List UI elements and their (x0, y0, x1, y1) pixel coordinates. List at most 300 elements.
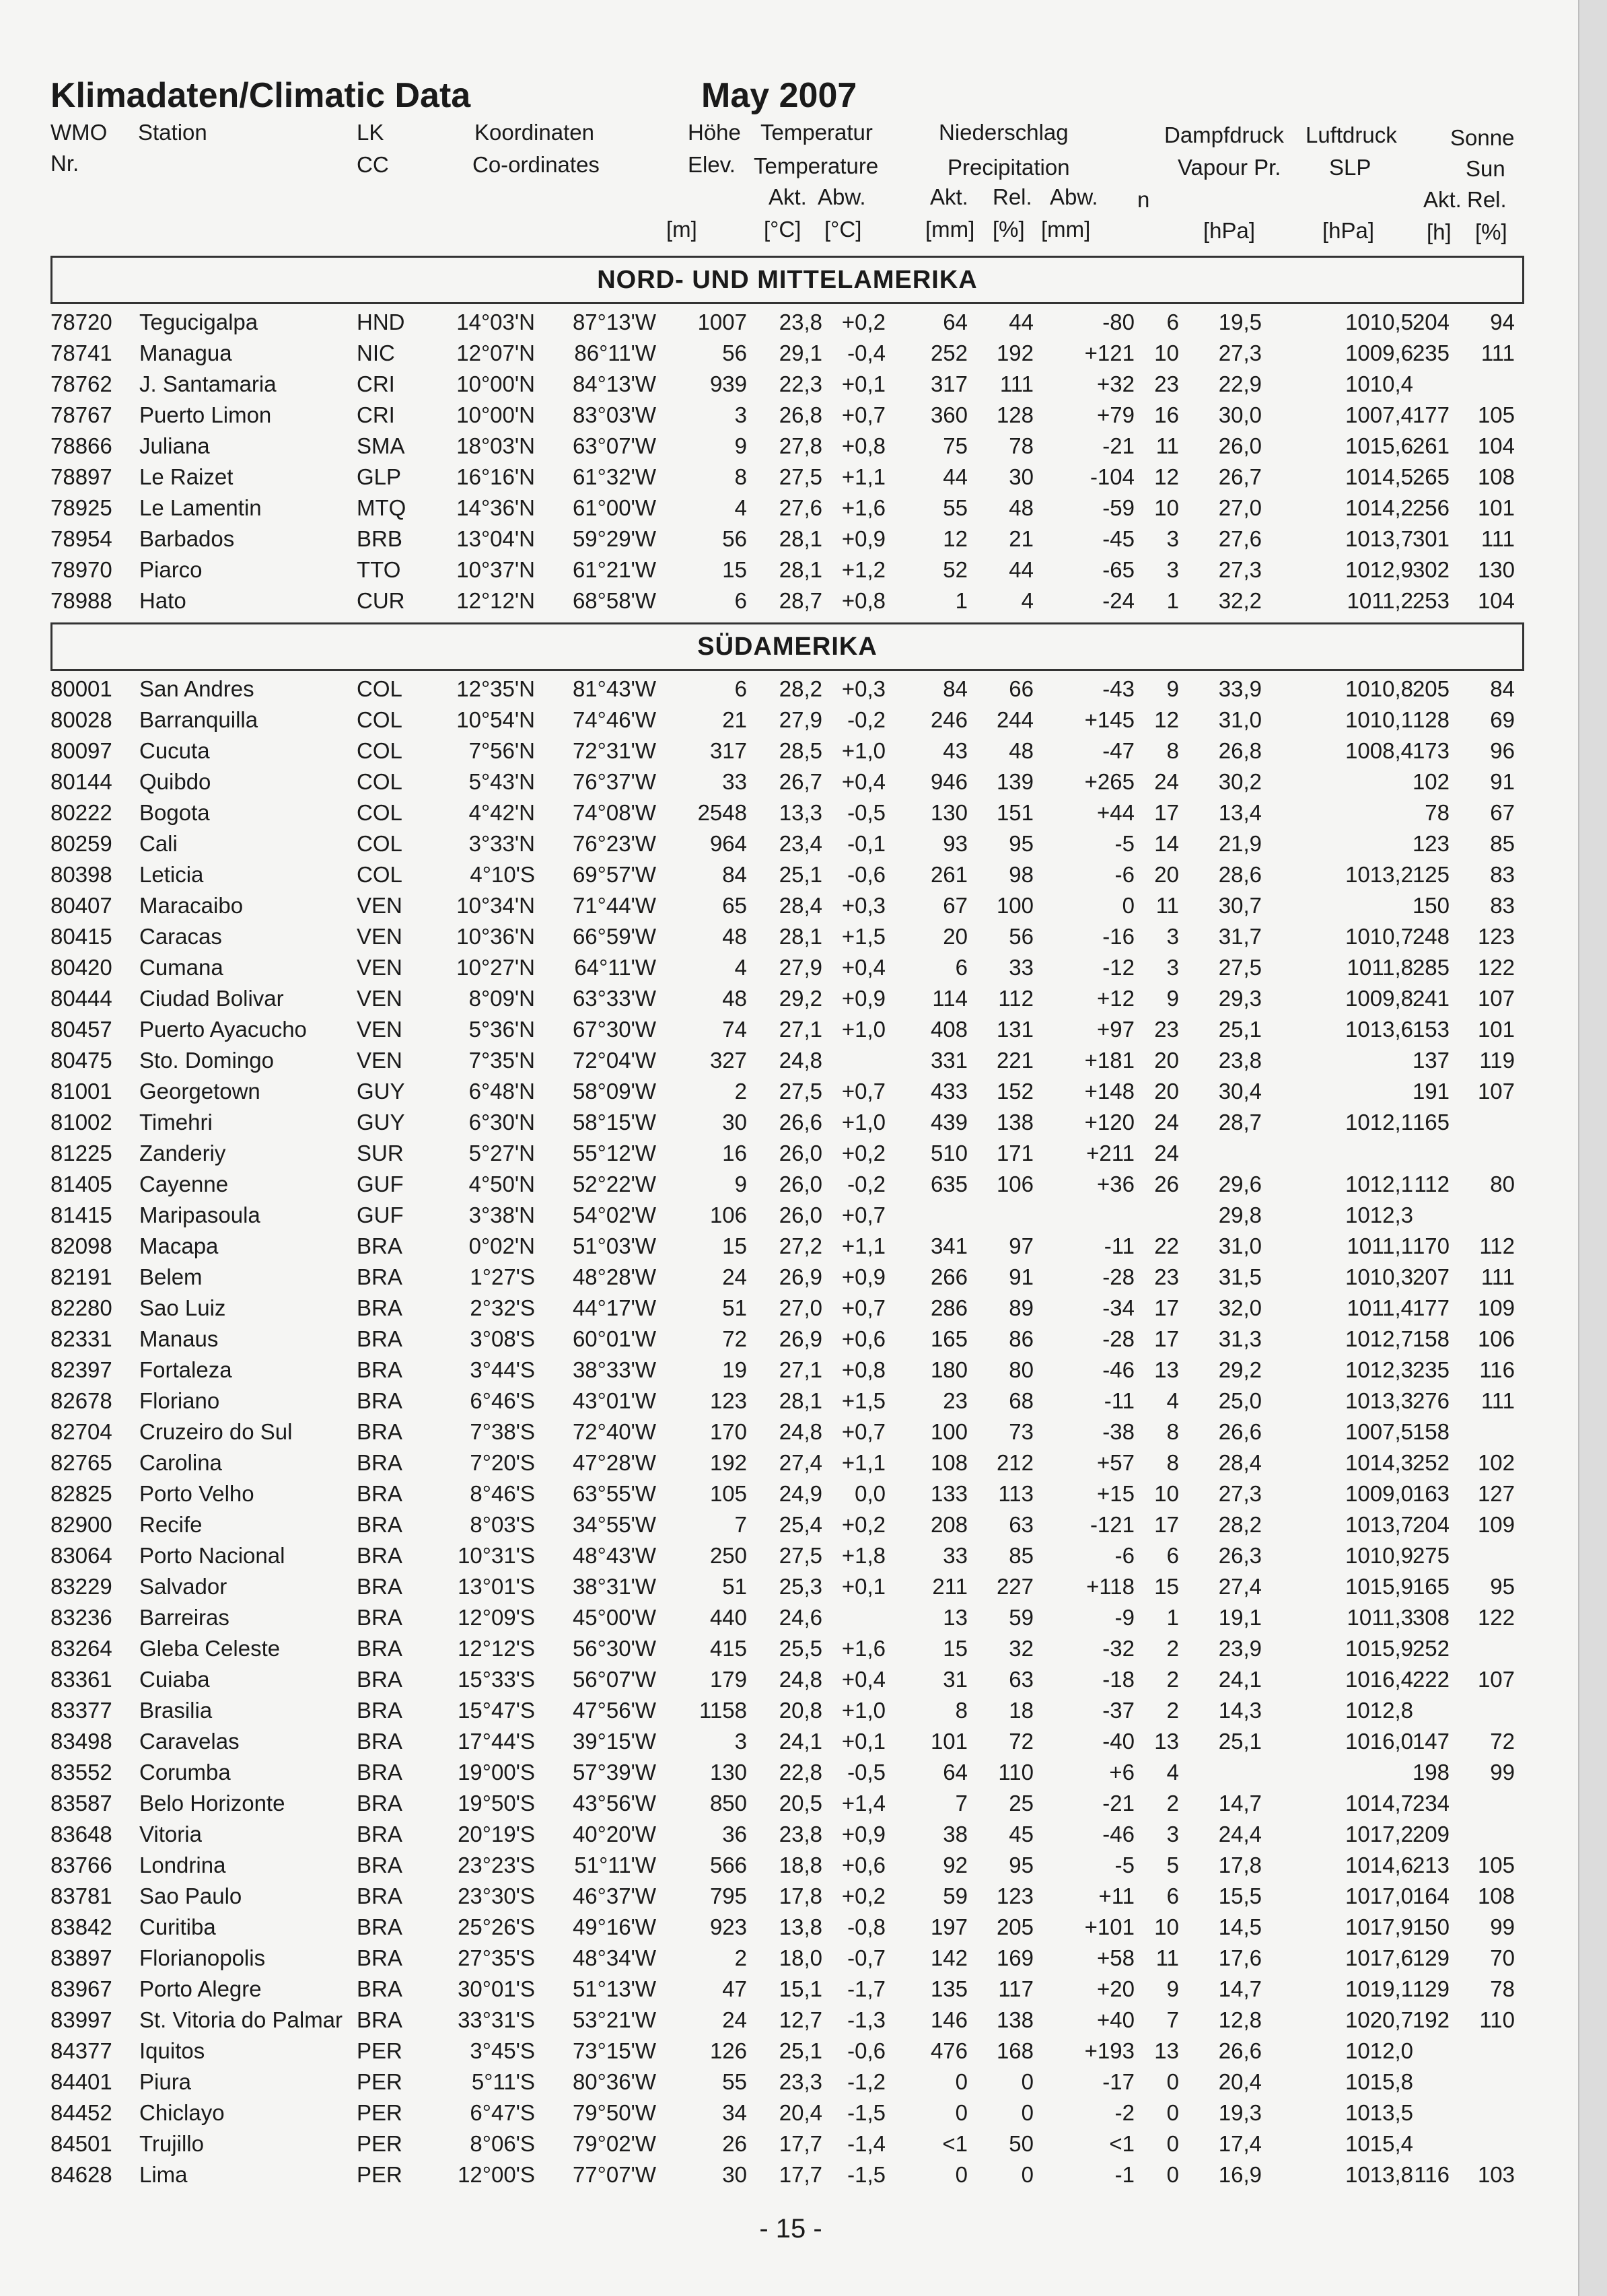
precipitation-deviation-cell: -6 (1114, 862, 1135, 887)
country-code-cell: PER (357, 2131, 402, 2156)
longitude-cell: 47°28'W (572, 1450, 656, 1475)
table-row (47, 1667, 1534, 1698)
temperature-actual-cell: 29,2 (779, 986, 822, 1011)
temperature-actual-cell: 15,1 (779, 1976, 822, 2001)
wmo-number-cell: 83842 (50, 1914, 112, 1939)
longitude-cell: 84°13'W (572, 371, 656, 396)
elevation-cell: 65 (722, 893, 747, 918)
table-row (47, 707, 1534, 738)
precipitation-actual-cell: 510 (930, 1141, 968, 1165)
latitude-cell: 4°50'N (468, 1172, 535, 1196)
precipitation-deviation-cell: +20 (1097, 1976, 1135, 2001)
country-code-cell: HND (357, 310, 405, 334)
precipitation-deviation-cell: +145 (1084, 707, 1135, 732)
sunshine-relative-cell: 91 (1490, 769, 1515, 794)
sunshine-relative-cell: 107 (1477, 1079, 1515, 1104)
precipitation-days-cell: 9 (1166, 986, 1179, 1011)
temperature-deviation-cell: +1,1 (841, 1450, 886, 1475)
longitude-cell: 72°40'W (572, 1419, 656, 1444)
precipitation-relative-cell: 152 (996, 1079, 1034, 1104)
sunshine-relative-cell: 111 (1480, 1388, 1515, 1413)
wmo-number-cell: 84401 (50, 2069, 112, 2094)
vapour-pressure-cell: 27,6 (1218, 526, 1262, 551)
temperature-deviation-cell: +0,2 (841, 1141, 886, 1165)
country-code-cell: PER (357, 2162, 402, 2187)
precipitation-deviation-cell: -59 (1102, 495, 1135, 520)
precipitation-actual-cell: 12 (943, 526, 968, 551)
country-code-cell: MTQ (357, 495, 406, 520)
sunshine-hours-cell: 209 (1412, 1822, 1450, 1846)
latitude-cell: 8°06'S (470, 2131, 535, 2156)
precipitation-deviation-cell: +6 (1109, 1760, 1135, 1785)
sunshine-hours-cell: 164 (1412, 1884, 1450, 1908)
country-code-cell: BRA (357, 1698, 402, 1723)
sea-level-pressure-cell: 1010,5 (1345, 310, 1413, 334)
header-coordinates: Co-ordinates (472, 152, 600, 177)
vapour-pressure-cell: 32,2 (1218, 588, 1262, 613)
latitude-cell: 6°47'S (470, 2100, 535, 2125)
precipitation-actual-cell: 433 (930, 1079, 968, 1104)
temperature-deviation-cell: +1,8 (841, 1543, 886, 1568)
temperature-actual-cell: 26,7 (779, 769, 822, 794)
country-code-cell: VEN (357, 924, 402, 949)
vapour-pressure-cell: 14,3 (1218, 1698, 1262, 1723)
longitude-cell: 51°11'W (574, 1853, 656, 1877)
header-wmo: WMO (50, 120, 108, 145)
wmo-number-cell: 78897 (50, 464, 112, 489)
station-name-cell: Managua (139, 340, 232, 365)
vapour-pressure-cell: 30,4 (1218, 1079, 1262, 1104)
vapour-pressure-cell: 15,5 (1218, 1884, 1262, 1908)
latitude-cell: 10°34'N (456, 893, 535, 918)
sunshine-hours-cell: 256 (1412, 495, 1450, 520)
precipitation-days-cell: 17 (1154, 800, 1179, 825)
sea-level-pressure-cell: 1017,0 (1345, 1884, 1413, 1908)
table-row (47, 2038, 1534, 2069)
precipitation-actual-cell: 108 (930, 1450, 968, 1475)
unit-sun-h: [h] (1427, 219, 1452, 244)
table-row (47, 1326, 1534, 1357)
wmo-number-cell: 81001 (50, 1079, 112, 1104)
table-row (47, 2069, 1534, 2100)
sea-level-pressure-cell: 1017,6 (1345, 1945, 1413, 1970)
precipitation-deviation-cell: -11 (1104, 1388, 1135, 1413)
sunshine-relative-cell: 83 (1490, 862, 1515, 887)
vapour-pressure-cell: 32,0 (1218, 1295, 1262, 1320)
wmo-number-cell: 80001 (50, 676, 112, 701)
precipitation-actual-cell: 317 (930, 371, 968, 396)
vapour-pressure-cell: 17,6 (1218, 1945, 1262, 1970)
sunshine-hours-cell: 191 (1412, 1079, 1450, 1104)
sunshine-hours-cell: 253 (1412, 588, 1450, 613)
sea-level-pressure-cell: 1013,7 (1345, 1512, 1413, 1537)
precipitation-days-cell: 4 (1166, 1388, 1179, 1413)
sea-level-pressure-cell: 1012,8 (1345, 1698, 1413, 1723)
vapour-pressure-cell: 19,1 (1218, 1605, 1262, 1630)
precipitation-deviation-cell: -46 (1102, 1822, 1135, 1846)
precipitation-relative-cell: 244 (996, 707, 1034, 732)
country-code-cell: GLP (357, 464, 402, 489)
precipitation-deviation-cell: -65 (1102, 557, 1135, 582)
temperature-deviation-cell: +1,1 (841, 1233, 886, 1258)
latitude-cell: 30°01'S (458, 1976, 535, 2001)
precipitation-deviation-cell: -43 (1102, 676, 1135, 701)
temperature-actual-cell: 28,1 (779, 526, 822, 551)
station-name-cell: Hato (139, 588, 186, 613)
precipitation-relative-cell: 106 (996, 1172, 1034, 1196)
table-row (47, 340, 1534, 371)
latitude-cell: 10°31'S (458, 1543, 535, 1568)
temperature-actual-cell: 25,5 (779, 1636, 822, 1661)
longitude-cell: 81°43'W (572, 676, 656, 701)
latitude-cell: 2°32'S (470, 1295, 535, 1320)
country-code-cell: BRA (357, 2007, 402, 2032)
precipitation-relative-cell: 21 (1009, 526, 1034, 551)
precipitation-actual-cell: 44 (943, 464, 968, 489)
country-code-cell: SMA (357, 433, 405, 458)
wmo-number-cell: 80420 (50, 955, 112, 980)
vapour-pressure-cell: 27,5 (1218, 955, 1262, 980)
temperature-actual-cell: 27,9 (779, 955, 822, 980)
wmo-number-cell: 83361 (50, 1667, 112, 1692)
country-code-cell: BRA (357, 1884, 402, 1908)
precipitation-actual-cell: 197 (930, 1914, 968, 1939)
temperature-deviation-cell: -0,6 (847, 2038, 886, 2063)
precipitation-actual-cell: 142 (930, 1945, 968, 1970)
latitude-cell: 18°03'N (456, 433, 535, 458)
sunshine-hours-cell: 177 (1412, 402, 1450, 427)
table-row (47, 769, 1534, 800)
station-name-cell: Sto. Domingo (139, 1048, 274, 1073)
station-name-cell: Lima (139, 2162, 188, 2187)
sea-level-pressure-cell: 1014,2 (1345, 495, 1413, 520)
temperature-actual-cell: 22,8 (779, 1760, 822, 1785)
sunshine-relative-cell: 109 (1477, 1295, 1515, 1320)
sunshine-relative-cell: 101 (1477, 1017, 1515, 1042)
header-precip-rel: Rel. (993, 184, 1032, 209)
temperature-actual-cell: 28,7 (779, 588, 822, 613)
table-row (47, 1264, 1534, 1295)
elevation-cell: 15 (722, 1233, 747, 1258)
station-name-cell: Carolina (139, 1450, 222, 1475)
precipitation-days-cell: 4 (1166, 1760, 1179, 1785)
precipitation-deviation-cell: +44 (1097, 800, 1135, 825)
longitude-cell: 77°07'W (572, 2162, 656, 2187)
precipitation-deviation-cell: -5 (1114, 1853, 1135, 1877)
station-name-cell: Barranquilla (139, 707, 258, 732)
sunshine-hours-cell: 158 (1412, 1326, 1450, 1351)
temperature-deviation-cell: -1,5 (847, 2100, 886, 2125)
temperature-actual-cell: 24,6 (779, 1605, 822, 1630)
precipitation-relative-cell: 59 (1009, 1605, 1034, 1630)
precipitation-days-cell: 26 (1154, 1172, 1179, 1196)
precipitation-actual-cell: 0 (955, 2162, 968, 2187)
unit-vapour-hpa: [hPa] (1203, 218, 1256, 243)
elevation-cell: 6 (734, 588, 747, 613)
station-name-cell: Maracaibo (139, 893, 244, 918)
precipitation-actual-cell: 6 (955, 955, 968, 980)
station-name-cell: Fortaleza (139, 1357, 232, 1382)
elevation-cell: 21 (722, 707, 747, 732)
precipitation-days-cell: 2 (1166, 1667, 1179, 1692)
vapour-pressure-cell: 30,7 (1218, 893, 1262, 918)
station-name-cell: Cruzeiro do Sul (139, 1419, 293, 1444)
table-row (47, 1914, 1534, 1945)
table-row (47, 862, 1534, 893)
precipitation-relative-cell: 72 (1009, 1729, 1034, 1754)
precipitation-relative-cell: 212 (996, 1450, 1034, 1475)
precipitation-days-cell: 23 (1154, 371, 1179, 396)
elevation-cell: 16 (722, 1141, 747, 1165)
vapour-pressure-cell: 26,6 (1218, 1419, 1262, 1444)
latitude-cell: 5°11'S (471, 2069, 535, 2094)
header-precipitation: Precipitation (948, 155, 1070, 180)
precipitation-actual-cell: 635 (930, 1172, 968, 1196)
country-code-cell: CRI (357, 371, 395, 396)
precipitation-deviation-cell: -28 (1102, 1264, 1135, 1289)
country-code-cell: COL (357, 676, 402, 701)
wmo-number-cell: 84452 (50, 2100, 112, 2125)
vapour-pressure-cell: 23,8 (1218, 1048, 1262, 1073)
precipitation-days-cell: 17 (1154, 1295, 1179, 1320)
temperature-actual-cell: 27,5 (779, 464, 822, 489)
temperature-deviation-cell: +1,5 (841, 924, 886, 949)
precipitation-actual-cell: 165 (930, 1326, 968, 1351)
country-code-cell: BRA (357, 1760, 402, 1785)
station-name-cell: Cumana (139, 955, 223, 980)
country-code-cell: COL (357, 769, 402, 794)
elevation-cell: 56 (722, 526, 747, 551)
elevation-cell: 415 (709, 1636, 747, 1661)
station-name-cell: Gleba Celeste (139, 1636, 281, 1661)
sea-level-pressure-cell: 1015,9 (1345, 1636, 1413, 1661)
sunshine-relative-cell: 99 (1490, 1914, 1515, 1939)
sunshine-hours-cell: 252 (1412, 1450, 1450, 1475)
header-temperature: Temperature (754, 153, 879, 178)
elevation-cell: 795 (709, 1884, 747, 1908)
latitude-cell: 19°50'S (458, 1791, 535, 1816)
precipitation-days-cell: 3 (1166, 557, 1179, 582)
vapour-pressure-cell: 26,0 (1218, 433, 1262, 458)
elevation-cell: 6 (734, 676, 747, 701)
precipitation-days-cell: 2 (1166, 1791, 1179, 1816)
table-row (47, 1017, 1534, 1048)
vapour-pressure-cell: 29,2 (1218, 1357, 1262, 1382)
elevation-cell: 317 (709, 738, 747, 763)
latitude-cell: 17°44'S (458, 1729, 535, 1754)
longitude-cell: 55°12'W (572, 1141, 656, 1165)
temperature-actual-cell: 25,3 (779, 1574, 822, 1599)
precipitation-deviation-cell: +121 (1084, 340, 1135, 365)
sunshine-hours-cell: 153 (1412, 1017, 1450, 1042)
precipitation-deviation-cell: +193 (1084, 2038, 1135, 2063)
sea-level-pressure-cell: 1014,7 (1345, 1791, 1413, 1816)
vapour-pressure-cell: 26,7 (1218, 464, 1262, 489)
precipitation-relative-cell: 139 (996, 769, 1034, 794)
country-code-cell: GUY (357, 1110, 405, 1135)
station-name-cell: Sao Paulo (139, 1884, 242, 1908)
latitude-cell: 20°19'S (458, 1822, 535, 1846)
table-row (47, 955, 1534, 986)
elevation-cell: 8 (734, 464, 747, 489)
precipitation-days-cell: 8 (1166, 1419, 1179, 1444)
table-row (47, 738, 1534, 769)
station-name-cell: Macapa (139, 1233, 219, 1258)
precipitation-days-cell: 3 (1166, 526, 1179, 551)
precipitation-days-cell: 8 (1166, 1450, 1179, 1475)
elevation-cell: 1158 (699, 1698, 747, 1723)
sea-level-pressure-cell: 1008,4 (1345, 738, 1413, 763)
latitude-cell: 10°36'N (456, 924, 535, 949)
sunshine-hours-cell: 112 (1414, 1172, 1450, 1196)
longitude-cell: 39°15'W (572, 1729, 656, 1754)
country-code-cell: BRA (357, 1853, 402, 1877)
sunshine-relative-cell: 99 (1490, 1760, 1515, 1785)
vapour-pressure-cell: 25,1 (1218, 1729, 1262, 1754)
temperature-deviation-cell: +0,8 (841, 588, 886, 613)
temperature-deviation-cell: +1,2 (841, 557, 886, 582)
temperature-actual-cell: 25,4 (779, 1512, 822, 1537)
precipitation-actual-cell: 93 (943, 831, 968, 856)
elevation-cell: 2548 (697, 800, 747, 825)
sea-level-pressure-cell: 1015,4 (1345, 2131, 1413, 2156)
precipitation-deviation-cell: +97 (1097, 1017, 1135, 1042)
sunshine-hours-cell: 265 (1412, 464, 1450, 489)
precipitation-relative-cell: 44 (1009, 557, 1034, 582)
header-precip-abw: Abw. (1050, 184, 1098, 209)
latitude-cell: 13°01'S (458, 1574, 535, 1599)
sunshine-relative-cell: 105 (1477, 1853, 1515, 1877)
latitude-cell: 3°38'N (468, 1203, 535, 1227)
wmo-number-cell: 84628 (50, 2162, 112, 2187)
precipitation-actual-cell: 0 (955, 2100, 968, 2125)
precipitation-actual-cell: 64 (943, 1760, 968, 1785)
precipitation-deviation-cell: +118 (1086, 1574, 1135, 1599)
sunshine-hours-cell: 234 (1412, 1791, 1450, 1816)
latitude-cell: 1°27'S (470, 1264, 535, 1289)
precipitation-deviation-cell: -18 (1102, 1667, 1135, 1692)
longitude-cell: 58°09'W (572, 1079, 656, 1104)
elevation-cell: 74 (722, 1017, 747, 1042)
elevation-cell: 34 (722, 2100, 747, 2125)
temperature-actual-cell: 27,5 (779, 1079, 822, 1104)
temperature-deviation-cell: +0,4 (841, 769, 886, 794)
sunshine-hours-cell: 308 (1412, 1605, 1450, 1630)
elevation-cell: 2 (734, 1079, 747, 1104)
elevation-cell: 4 (734, 955, 747, 980)
precipitation-relative-cell: 0 (1021, 2100, 1034, 2125)
longitude-cell: 76°23'W (572, 831, 656, 856)
table-row (47, 495, 1534, 526)
elevation-cell: 2 (734, 1945, 747, 1970)
precipitation-deviation-cell: +15 (1097, 1481, 1135, 1506)
elevation-cell: 15 (722, 557, 747, 582)
precipitation-actual-cell: 146 (930, 2007, 968, 2032)
longitude-cell: 72°31'W (572, 738, 656, 763)
precipitation-relative-cell: 48 (1009, 495, 1034, 520)
wmo-number-cell: 83967 (50, 1976, 112, 2001)
temperature-actual-cell: 29,1 (779, 340, 822, 365)
longitude-cell: 47°56'W (572, 1698, 656, 1723)
precipitation-relative-cell: 111 (999, 371, 1034, 396)
precipitation-relative-cell: 117 (998, 1976, 1034, 2001)
sunshine-relative-cell: 122 (1477, 955, 1515, 980)
precipitation-deviation-cell: +12 (1097, 986, 1135, 1011)
precipitation-actual-cell: 43 (943, 738, 968, 763)
precipitation-actual-cell: 208 (930, 1512, 968, 1537)
temperature-actual-cell: 13,3 (779, 800, 822, 825)
elevation-cell: 36 (722, 1822, 747, 1846)
wmo-number-cell: 84501 (50, 2131, 112, 2156)
precipitation-days-cell: 11 (1155, 1945, 1179, 1970)
precipitation-days-cell: 14 (1154, 831, 1179, 856)
sea-level-pressure-cell: 1015,9 (1345, 1574, 1413, 1599)
country-code-cell: BRA (357, 1264, 402, 1289)
latitude-cell: 19°00'S (458, 1760, 535, 1785)
temperature-actual-cell: 22,3 (779, 371, 822, 396)
sunshine-relative-cell: 107 (1477, 1667, 1515, 1692)
longitude-cell: 49°16'W (572, 1914, 656, 1939)
elevation-cell: 440 (709, 1605, 747, 1630)
unit-temp-akt: [°C] (764, 217, 801, 242)
temperature-actual-cell: 17,7 (779, 2131, 822, 2156)
elevation-cell: 4 (734, 495, 747, 520)
longitude-cell: 87°13'W (572, 310, 656, 334)
sunshine-relative-cell: 127 (1477, 1481, 1515, 1506)
sea-level-pressure-cell: 1012,1 (1345, 1172, 1413, 1196)
precipitation-actual-cell: 211 (932, 1574, 968, 1599)
wmo-number-cell: 82397 (50, 1357, 112, 1382)
wmo-number-cell: 78741 (50, 340, 112, 365)
sunshine-hours-cell: 150 (1412, 1914, 1450, 1939)
table-row (47, 1388, 1534, 1419)
station-name-cell: Recife (139, 1512, 203, 1537)
vapour-pressure-cell: 29,8 (1218, 1203, 1262, 1227)
precipitation-relative-cell: 100 (996, 893, 1034, 918)
table-row (47, 1636, 1534, 1667)
wmo-number-cell: 80259 (50, 831, 112, 856)
precipitation-days-cell: 23 (1154, 1017, 1179, 1042)
country-code-cell: BRA (357, 1667, 402, 1692)
table-row (47, 1450, 1534, 1481)
sunshine-hours-cell: 116 (1414, 2162, 1450, 2187)
country-code-cell: BRA (357, 1945, 402, 1970)
station-name-cell: Puerto Limon (139, 402, 272, 427)
precipitation-relative-cell: 227 (996, 1574, 1034, 1599)
table-row (47, 526, 1534, 557)
sea-level-pressure-cell: 1015,8 (1345, 2069, 1413, 2094)
table-row (47, 1110, 1534, 1141)
wmo-number-cell: 82825 (50, 1481, 112, 1506)
precipitation-days-cell: 3 (1166, 1822, 1179, 1846)
precipitation-actual-cell: 52 (943, 557, 968, 582)
country-code-cell: VEN (357, 1048, 402, 1073)
wmo-number-cell: 82280 (50, 1295, 112, 1320)
wmo-number-cell: 83766 (50, 1853, 112, 1877)
wmo-number-cell: 82678 (50, 1388, 112, 1413)
precipitation-deviation-cell: -40 (1102, 1729, 1135, 1754)
precipitation-actual-cell: 92 (943, 1853, 968, 1877)
longitude-cell: 43°01'W (572, 1388, 656, 1413)
section-header (50, 256, 1524, 304)
table-row (47, 402, 1534, 433)
longitude-cell: 51°03'W (572, 1233, 656, 1258)
wmo-number-cell: 83236 (50, 1605, 112, 1630)
wmo-number-cell: 83552 (50, 1760, 112, 1785)
precipitation-relative-cell: 123 (996, 1884, 1034, 1908)
longitude-cell: 54°02'W (572, 1203, 656, 1227)
wmo-number-cell: 84377 (50, 2038, 112, 2063)
